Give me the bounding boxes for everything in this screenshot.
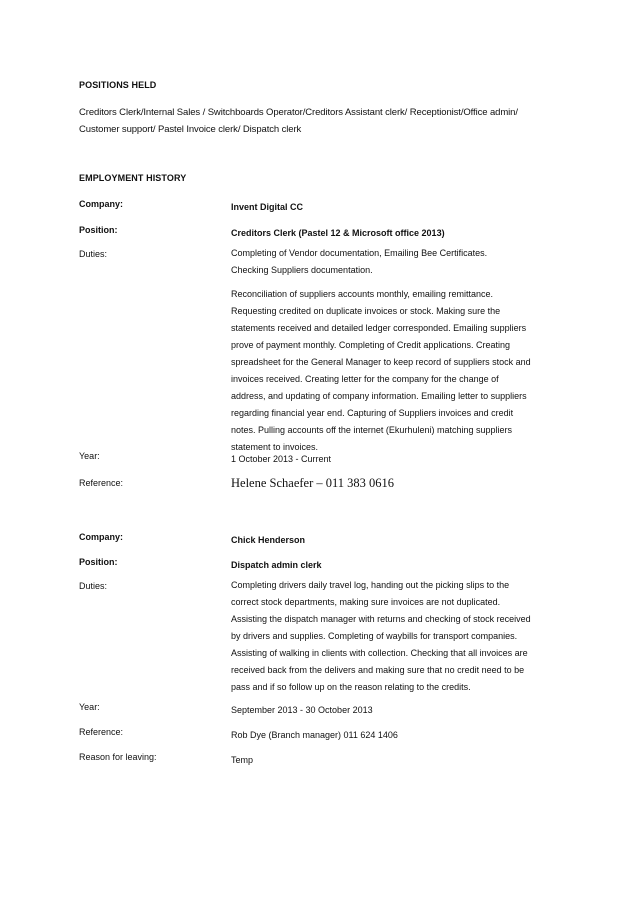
positions-held-heading: POSITIONS HELD	[79, 80, 157, 90]
duty-line: pass and if so follow up on the reason relating to the credits.	[231, 682, 471, 692]
duty-line: by drivers and supplies. Completing of waybills for transport companies.	[231, 631, 518, 641]
company-label: Company:	[79, 532, 124, 542]
duty-line: Completing of Vendor documentation, Emailing Bee Certificates.	[231, 248, 488, 258]
company-label: Company:	[79, 199, 124, 209]
company-value: Chick Henderson	[231, 535, 306, 545]
year-label: Year:	[79, 451, 100, 461]
duties-label: Duties:	[79, 249, 108, 259]
reference-value: Helene Schaefer – 011 383 0616	[231, 476, 395, 490]
duty-line: correct stock departments, making sure invoices are not duplicated.	[231, 597, 501, 607]
year-value: September 2013 - 30 October 2013	[231, 705, 373, 715]
position-label: Position:	[79, 225, 118, 235]
position-value: Creditors Clerk (Pastel 12 & Microsoft office 2013)	[231, 228, 445, 238]
position-label: Position:	[79, 557, 118, 567]
year-label: Year:	[79, 702, 100, 712]
duty-line: prove of payment monthly. Completing of Credit applications. Creating	[231, 340, 510, 350]
duty-line: Assisting of walking in clients with collection. Checking that all invoices are	[231, 648, 528, 658]
duty-line: invoices received. Creating letter for the company for the change of	[231, 374, 499, 384]
duty-line: statement to invoices.	[231, 442, 319, 452]
duty-line: Checking Suppliers documentation.	[231, 265, 373, 275]
reference-value: Rob Dye (Branch manager) 011 624 1406	[231, 730, 398, 740]
duty-line: received back from the delivers and making sure that no credit need to be	[231, 665, 525, 675]
position-value: Dispatch admin clerk	[231, 560, 322, 570]
leaving-value: Temp	[231, 755, 254, 765]
duties-paragraph	[231, 286, 571, 456]
company-value: Invent Digital CC	[231, 202, 304, 212]
duty-line: Completing drivers daily travel log, handing out the picking slips to the	[231, 580, 510, 590]
duties-paragraph	[231, 245, 571, 279]
employment-history-heading: EMPLOYMENT HISTORY	[79, 173, 187, 183]
leaving-label: Reason for leaving:	[79, 752, 157, 762]
summary-line: Customer support/ Pastel Invoice clerk/ Dispatch clerk	[79, 124, 302, 135]
duty-line: spreadsheet for the General Manager to keep record of suppliers stock and	[231, 357, 531, 367]
duty-line: address, and updating of company information. Emailing letter to suppliers	[231, 391, 527, 401]
duties-paragraph	[231, 577, 571, 696]
duty-line: Assisting the dispatch manager with returns and checking of stock received	[231, 614, 531, 624]
duty-line: notes. Pulling accounts off the internet (Ekurhuleni) matching suppliers	[231, 425, 512, 435]
positions-held-summary	[79, 104, 599, 138]
duty-line: statements received and detailed ledger corresponded. Emailing suppliers	[231, 323, 527, 333]
duties-label: Duties:	[79, 581, 108, 591]
summary-line: Creditors Clerk/Internal Sales / Switchboards Operator/Creditors Assistant clerk/ Receptionist/Office admin/	[79, 107, 518, 118]
duty-line: regarding financial year end. Capturing of Suppliers invoices and credit	[231, 408, 514, 418]
duty-line: Requesting credited on duplicate invoices or stock. Making sure the	[231, 306, 501, 316]
reference-label: Reference:	[79, 727, 124, 737]
reference-label: Reference:	[79, 478, 124, 488]
year-value: 1 October 2013 - Current	[231, 454, 332, 464]
duty-line: Reconciliation of suppliers accounts monthly, emailing remittance.	[231, 289, 493, 299]
